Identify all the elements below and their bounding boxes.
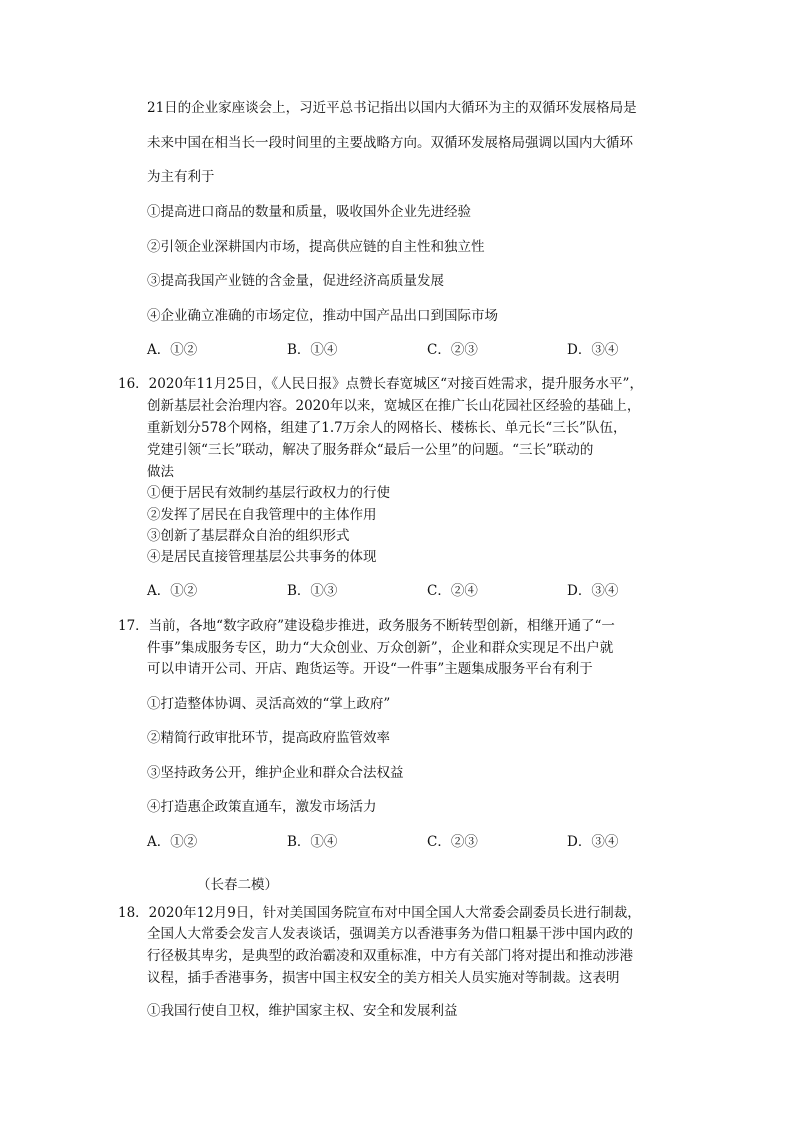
statement: ①我国行使自卫权，维护国家主权、安全和发展利益 <box>147 1003 458 1019</box>
question-line: 18．2020年12月9日，针对美国国务院宣布对中国全国人大常委会副委员长进行制裁， <box>118 905 641 921</box>
statement: ①便于居民有效制约基层行政权力的行使 <box>147 485 390 501</box>
question-line: 重新划分578个网格，组建了1.7万余人的网格长、楼栋长、单元长“三长”队伍， <box>147 420 627 436</box>
question-line: 可以申请开公司、开店、跑货运等。开设“一件事”主题集成服务平台有利于 <box>147 661 593 677</box>
statement: ④是居民直接管理基层公共事务的体现 <box>147 549 377 565</box>
statement: ①打造整体协调、灵活高效的“掌上政府” <box>147 696 391 712</box>
question-line: 议程，插手香港事务，损害中国主权安全的美方相关人员实施对等制裁。这表明 <box>147 970 620 986</box>
question-line: 行径极其卑劣，是典型的政治霸凌和双重标准，中方有关部门将对提出和推动涉港 <box>147 948 633 964</box>
statement: ③创新了基层群众自治的组织形式 <box>147 528 350 544</box>
question-line: 创新基层社会治理内容。2020年以来，宽城区在推广长山花园社区经验的基础上， <box>147 398 641 414</box>
question-line: 全国人大常委会发言人发表谈话，强调美方以香港事务为借口粗暴干涉中国内政的 <box>147 926 633 942</box>
question-line: 党建引领“三长”联动，解决了服务群众“最后一公里”的问题。“三长”联动的 <box>147 442 594 458</box>
option-c: C．②④ <box>427 583 478 599</box>
option-b: B．①④ <box>287 834 338 850</box>
intro-line: 21日的企业家座谈会上，习近平总书记指出以国内大循环为主的双循环发展格局是 <box>147 100 637 116</box>
option-d: D．③④ <box>567 834 619 850</box>
option-d: D．③④ <box>567 342 619 358</box>
option-a: A．①② <box>147 583 198 599</box>
question-line: 件事”集成服务专区，助力“大众创业、万众创新”，企业和群众实现足不出户就 <box>147 640 614 656</box>
statement: ③提高我国产业链的含金量，促进经济高质量发展 <box>147 273 444 289</box>
intro-line: 为主有利于 <box>147 169 215 185</box>
statement: ④企业确立准确的市场定位，推动中国产品出口到国际市场 <box>147 308 498 324</box>
question-line: 17．当前，各地“数字政府”建设稳步推进，政务服务不断转型创新，相继开通了“一 <box>118 618 615 634</box>
statement: ①提高进口商品的数量和质量，吸收国外企业先进经验 <box>147 204 471 220</box>
statement: ③坚持政务公开，维护企业和群众合法权益 <box>147 765 404 781</box>
question-line: 16．2020年11月25日，《人民日报》点赞长春宽城区“对接百姓需求，提升服务水平”， <box>118 376 643 392</box>
statement: ②发挥了居民在自我管理中的主体作用 <box>147 507 377 523</box>
statement: ②精简行政审批环节，提高政府监管效率 <box>147 730 390 746</box>
option-b: B．①④ <box>287 342 338 358</box>
option-c: C．②③ <box>427 342 478 358</box>
question-line: 做法 <box>147 464 174 480</box>
option-b: B．①③ <box>287 583 338 599</box>
source-note: （长春二模） <box>197 877 278 893</box>
option-a: A．①② <box>147 342 198 358</box>
statement: ②引领企业深耕国内市场，提高供应链的自主性和独立性 <box>147 239 485 255</box>
intro-line: 未来中国在相当长一段时间里的主要战略方向。双循环发展格局强调以国内大循环 <box>147 135 633 151</box>
statement: ④打造惠企政策直通车，激发市场活力 <box>147 799 377 815</box>
option-d: D．③④ <box>567 583 619 599</box>
option-c: C．②③ <box>427 834 478 850</box>
option-a: A．①② <box>147 834 198 850</box>
